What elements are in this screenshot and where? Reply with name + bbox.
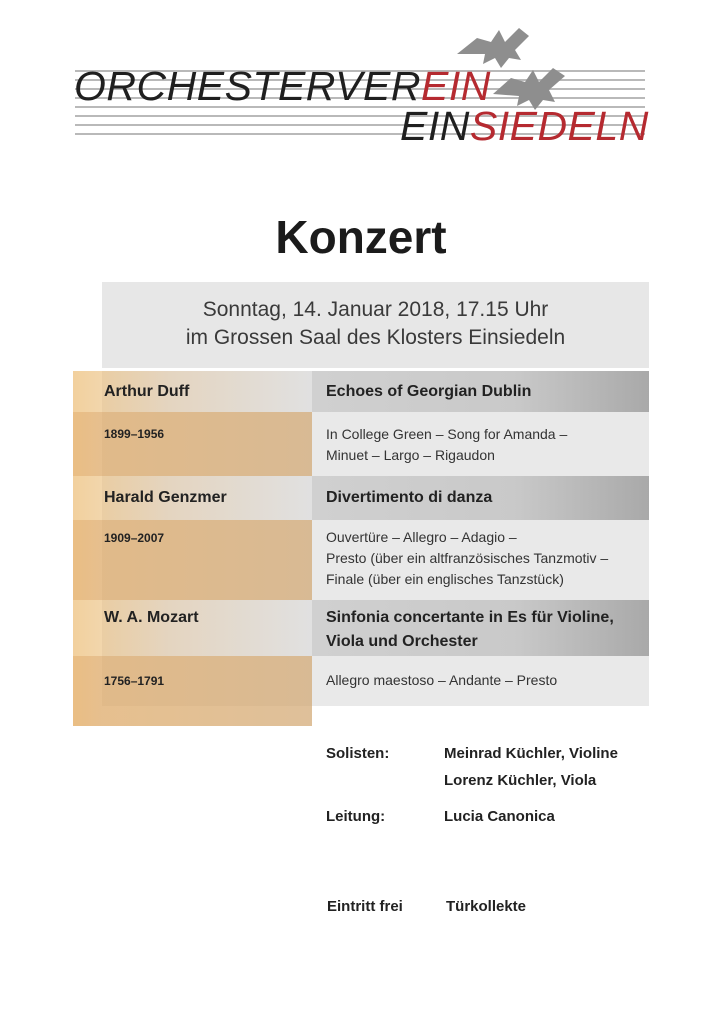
composer-name: W. A. Mozart: [104, 609, 199, 626]
composer-years: 1899–1956: [104, 427, 165, 441]
conductor-name: Lucia Canonica: [444, 808, 555, 825]
logo-line1: ORCHESTERVEREIN: [74, 63, 491, 109]
solist-name: Lorenz Küchler, Viola: [444, 772, 597, 789]
work-title: Echoes of Georgian Dublin: [326, 383, 532, 400]
page-title: Konzert: [275, 211, 447, 263]
solist-name: Meinrad Küchler, Violine: [444, 745, 618, 762]
venue-line: im Grossen Saal des Klosters Einsiedeln: [185, 326, 566, 349]
admission-text: Eintritt frei: [327, 898, 403, 915]
collection-text: Türkollekte: [446, 898, 527, 915]
solisten-label: Solisten:: [326, 745, 390, 762]
leitung-label: Leitung:: [326, 808, 386, 825]
movement-line: Allegro maestoso – Andante – Presto: [326, 672, 558, 688]
composer-name: Arthur Duff: [104, 383, 190, 400]
movement-line: Finale (über ein englisches Tanzstück): [326, 571, 564, 587]
logo-line2: EINSIEDELN: [400, 103, 649, 149]
work-title: Sinfonia concertante in Es für Violine,: [326, 609, 614, 626]
work-title: Divertimento di danza: [326, 489, 493, 506]
movement-line: Minuet – Largo – Rigaudon: [326, 447, 495, 463]
date-box: [102, 282, 649, 368]
composer-column-shade: [73, 656, 312, 726]
date-line: Sonntag, 14. Januar 2018, 17.15 Uhr: [202, 298, 549, 321]
composer-name: Harald Genzmer: [104, 489, 227, 506]
composer-column-shade: [73, 412, 312, 476]
work-title: Viola und Orchester: [326, 633, 478, 650]
movement-line: In College Green – Song for Amanda –: [326, 426, 568, 442]
composer-years: 1756–1791: [104, 674, 165, 688]
bird-emblem-icon: [455, 24, 575, 114]
movement-line: Ouvertüre – Allegro – Adagio –: [326, 529, 517, 545]
composer-years: 1909–2007: [104, 531, 165, 545]
movement-line: Presto (über ein altfranzösisches Tanzmotiv –: [326, 550, 609, 566]
